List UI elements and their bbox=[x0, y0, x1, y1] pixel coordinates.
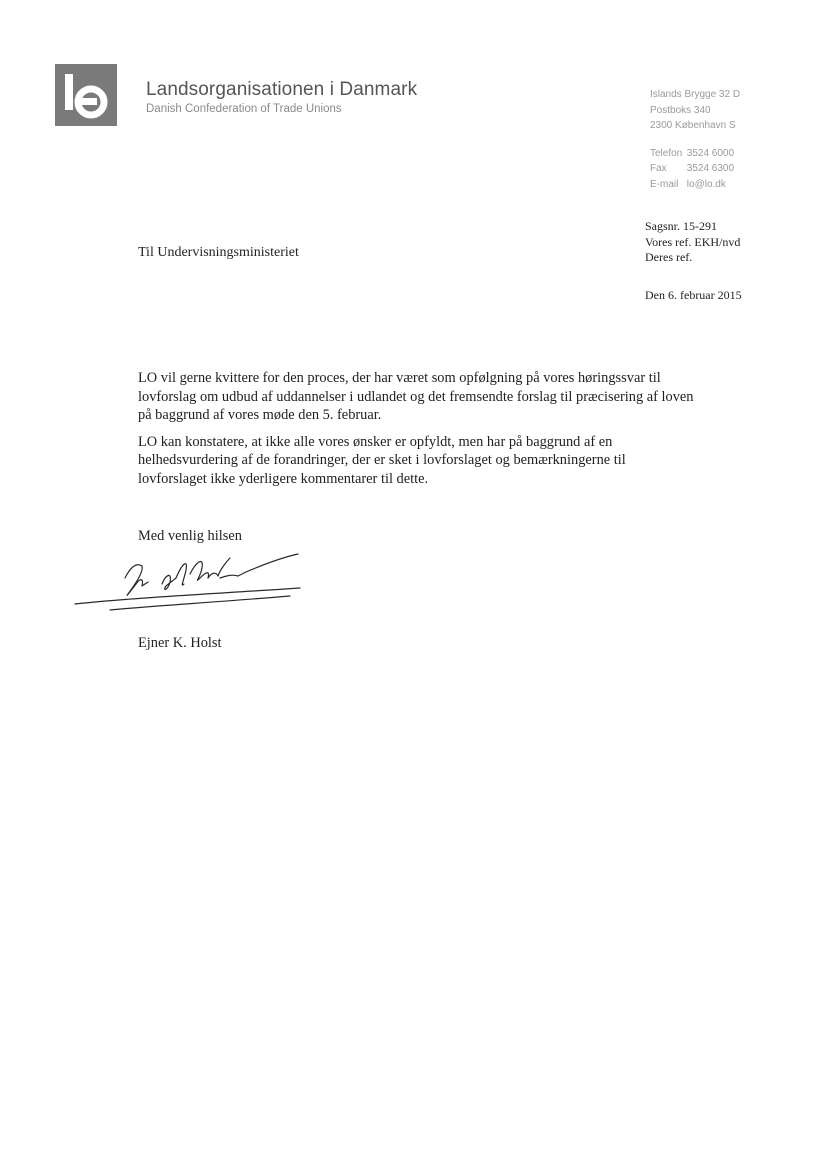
case-number: Sagsnr. 15-291 bbox=[645, 219, 717, 233]
recipient: Til Undervisningsministeriet bbox=[138, 245, 299, 260]
email-value: lo@lo.dk bbox=[686, 178, 726, 190]
org-name: Landsorganisationen i Danmark bbox=[146, 79, 418, 100]
fax-label: Fax bbox=[650, 163, 667, 174]
address-line: 2300 København S bbox=[650, 120, 736, 131]
org-subtitle: Danish Confederation of Trade Unions bbox=[146, 103, 342, 115]
closing-phrase: Med venlig hilsen bbox=[138, 528, 242, 544]
phone-row bbox=[650, 146, 740, 162]
address-line: Postboks 340 bbox=[650, 104, 711, 116]
address-line: Islands Brygge 32 D bbox=[650, 89, 741, 100]
phone-value: 3524 6000 bbox=[686, 147, 735, 159]
your-reference: Deres ref. bbox=[645, 250, 693, 264]
phone-label: Telefon bbox=[650, 147, 683, 159]
fax-value: 3524 6300 bbox=[686, 163, 735, 174]
our-reference: Vores ref. EKH/nvd bbox=[645, 234, 741, 249]
lo-logo bbox=[55, 64, 117, 126]
fax-row bbox=[650, 161, 740, 177]
email-label: E-mail bbox=[650, 178, 679, 190]
sender-address bbox=[650, 87, 740, 192]
body-paragraph: LO kan konstatere, at ikke alle vores ønsker er opfyldt, men har på baggrund af en helhedsvurdering af de forandringer, der er sket i lovforslaget og bemærkningerne til lovforslaget ikke yderligere kommentarer til dette. bbox=[138, 433, 626, 487]
reference-block bbox=[645, 219, 740, 266]
letter-date: Den 6. februar 2015 bbox=[645, 288, 742, 302]
body-paragraph: LO vil gerne kvittere for den proces, der har været som opfølgning på vores høringssvar til lovforslag om udbud af uddannelser i udlandet og det fremsendte forslag til præcisering af loven på baggrund af vores møde den 5. februar. bbox=[138, 370, 694, 423]
signer-name: Ejner K. Holst bbox=[138, 635, 222, 651]
handwritten-signature bbox=[70, 548, 320, 620]
letter-body bbox=[138, 369, 698, 496]
email-row bbox=[650, 177, 740, 193]
